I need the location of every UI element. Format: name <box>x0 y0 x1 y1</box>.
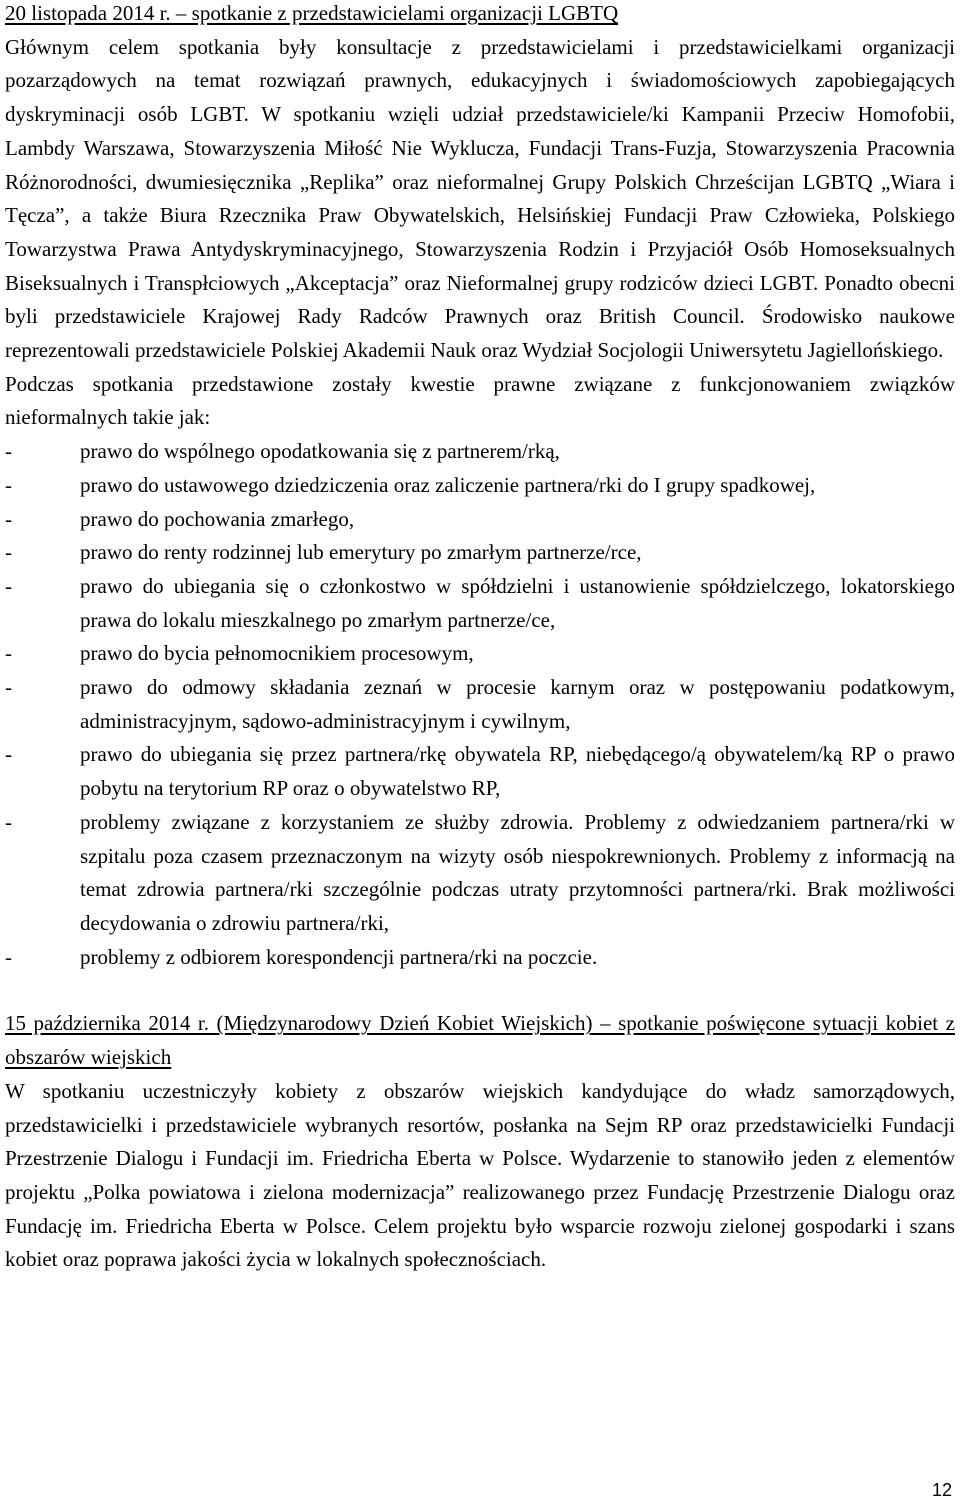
list-item-text: problemy z odbiorem korespondencji partnera/rki na poczcie. <box>80 944 598 969</box>
bullet-marker: - <box>5 506 12 531</box>
section-heading-text: 15 października 2014 r. (Międzynarodowy Dzień Kobiet Wiejskich) – spotkanie poświęcone sytuacji kobiet z obszarów wiejskich <box>5 1011 955 1070</box>
paragraph-legal-issues-intro: Podczas spotkania przedstawione zostały kwestie prawne związane z funkcjonowaniem związków nieformalnych takie jak: <box>5 371 955 430</box>
section-lgbtq-meeting <box>5 0 955 974</box>
list-item <box>5 637 955 671</box>
list-item <box>5 469 955 503</box>
list-item <box>5 503 955 537</box>
list-item-text: prawo do pochowania zmarłego, <box>80 506 355 531</box>
list-item-text: problemy związane z korzystaniem ze służby zdrowia. Problemy z odwiedzaniem partnera/rki w szpitalu poza czasem przeznaczonym na wizyty osób niespokrewnionych. Problemy z informacją na temat zdrowia partnera/rki szczególnie podczas utraty przytomności partnera/rki. Brak możliwości decydowania o zdrowiu partnera/rki, <box>80 809 955 935</box>
list-item-text: prawo do ubiegania się o członkostwo w spółdzielni i ustanowienie spółdzielczego, lokatorskiego prawa do lokalu mieszkalnego po zmarłym partnerze/ce, <box>80 573 955 632</box>
bullet-marker: - <box>5 573 12 598</box>
paragraph-participants: Głównym celem spotkania były konsultacje z przedstawicielami i przedstawicielkami organizacji pozarządowych na temat rozwiązań prawnych, edukacyjnych i świadomościowych zapobiegających dyskryminacji osób LGBT. W spotkaniu wzięli udział przedstawiciele/ki Kampanii Przeciw Homofobii, Lambdy Warszawa, Stowarzyszenia Miłość Nie Wyklucza, Fundacji Trans-Fuzja, Stowarzyszenia Pracownia Różnorodności, dwumiesięcznika „Replika” oraz nieformalnej Grupy Polskich Chrześcijan LGBTQ „Wiara i Tęcza”, a także Biura Rzecznika Praw Obywatelskich, Helsińskiej Fundacji Praw Człowieka, Polskiego Towarzystwa Prawa Antydyskryminacyjnego, Stowarzyszenia Rodzin i Przyjaciół Osób Homoseksualnych Biseksualnych i Transpłciowych „Akceptacja” oraz Nieformalnej grupy rodziców dzieci LGBT. Ponadto obecni byli przedstawiciele Krajowej Rady Radców Prawnych oraz British Council. Środowisko naukowe reprezentowali przedstawiciele Polskiej Akademii Nauk oraz Wydział Socjologii Uniwersytetu Jagiellońskiego. <box>5 34 955 363</box>
list-item-text: prawo do odmowy składania zeznań w procesie karnym oraz w postępowaniu podatkowym, administracyjnym, sądowo-administracyjnym i cywilnym, <box>80 675 955 733</box>
list-item-text: prawo do renty rodzinnej lub emerytury po zmarłym partnerze/rce, <box>80 540 642 565</box>
list-item <box>5 536 955 570</box>
bullet-marker: - <box>5 641 12 666</box>
bullet-marker: - <box>5 742 12 767</box>
legal-issues-list <box>5 435 955 974</box>
list-item <box>5 435 955 469</box>
bullet-marker: - <box>5 944 12 969</box>
list-item <box>5 806 955 941</box>
list-item <box>5 941 955 975</box>
section-heading-text: 20 listopada 2014 r. – spotkanie z przedstawicielami organizacji LGBTQ <box>5 1 619 25</box>
section-spacer <box>5 974 955 1007</box>
bullet-marker: - <box>5 809 12 834</box>
list-item <box>5 738 955 805</box>
page-number: 12 <box>931 1480 952 1500</box>
paragraph-rural-women: W spotkaniu uczestniczyły kobiety z obszarów wiejskich kandydujące do władz samorządowych, przedstawicielki i przedstawiciele wybranych resortów, posłanka na Sejm RP oraz przedstawicielki Fundacji Przestrzenie Dialogu i Fundacji im. Friedricha Eberta w Polsce. Wydarzenie to stanowiło jeden z elementów projektu „Polka powiatowa i zielona modernizacja” realizowanego przez Fundację Przestrzenie Dialogu oraz Fundację im. Friedricha Eberta w Polsce. Celem projektu było wsparcie rozwoju zielonej gospodarki i szans kobiet oraz poprawa jakości życia w lokalnych społecznościach. <box>5 1078 955 1272</box>
section-rural-women-meeting <box>5 1007 955 1277</box>
list-item-text: prawo do bycia pełnomocnikiem procesowym, <box>80 641 474 666</box>
bullet-marker: - <box>5 439 12 464</box>
list-item <box>5 671 955 738</box>
bullet-marker: - <box>5 472 12 497</box>
section-heading <box>5 1007 955 1074</box>
bullet-marker: - <box>5 540 12 565</box>
list-item-text: prawo do wspólnego opodatkowania się z partnerem/rką, <box>80 439 560 464</box>
document-page <box>5 0 955 1277</box>
list-item-text: prawo do ubiegania się przez partnera/rkę obywatela RP, niebędącego/ą obywatelem/ką RP o prawo pobytu na terytorium RP oraz o obywatelstwo RP, <box>80 742 955 801</box>
section-heading <box>5 0 955 31</box>
list-item-text: prawo do ustawowego dziedziczenia oraz zaliczenie partnera/rki do I grupy spadkowej, <box>80 472 816 497</box>
bullet-marker: - <box>5 675 12 700</box>
list-item <box>5 570 955 637</box>
